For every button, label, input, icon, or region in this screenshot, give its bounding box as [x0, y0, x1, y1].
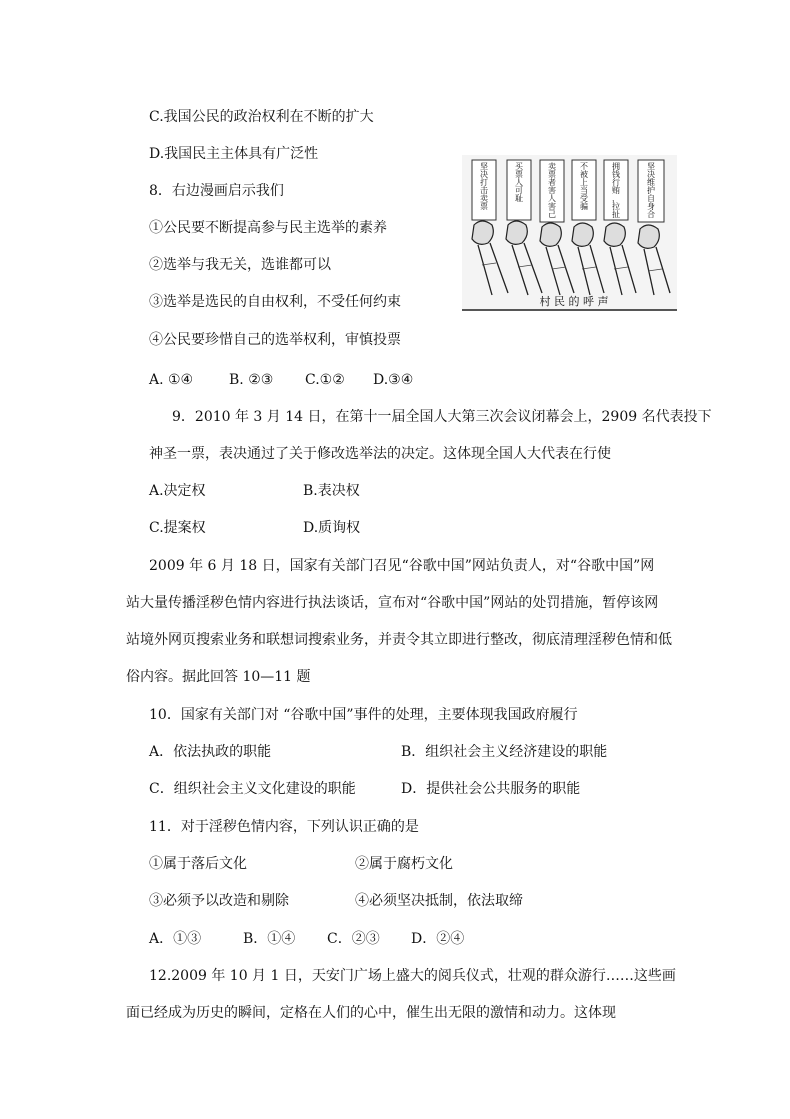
q11-item-3: ③必须予以改造和剔除 — [149, 893, 289, 909]
cartoon-caption: 村 民 的 呼 声 — [539, 295, 609, 308]
q9-stem-line-1: 9．2010 年 3 月 14 日，在第十一届全国人大第三次会议闭幕会上，2909 名代表投下 — [172, 409, 712, 425]
q8-option-c: C.①② — [305, 372, 345, 388]
q8-options — [149, 371, 413, 389]
q11-options — [149, 930, 464, 948]
q11-stem: 11．对于淫秽色情内容，下列认识正确的是 — [149, 819, 419, 835]
q10-option-a: A．依法执政的职能 — [149, 744, 272, 760]
q11-option-d: D．②④ — [411, 931, 465, 947]
q11-option-c: C．②③ — [327, 931, 380, 947]
cartoon-drawing — [462, 155, 677, 311]
q9-stem-line-2: 神圣一票，表决通过了关于修改选举法的决定。这体现全国人大代表在行使 — [149, 446, 611, 462]
q9-option-a: A.决定权 — [149, 483, 206, 499]
q10-option-c: C．组织社会主义文化建设的职能 — [149, 781, 356, 797]
q8-option-b: B. ②③ — [229, 372, 274, 388]
material-line-2: 站大量传播淫秽色情内容进行执法谈话，宣布对“谷歌中国”网站的处罚措施，暂停该网 — [126, 595, 659, 611]
banner-text-6: 坚决维护自身合 — [647, 162, 655, 219]
q9-option-d: D.质询权 — [303, 520, 361, 536]
q7-option-c: C.我国公民的政治权利在不断的扩大 — [149, 109, 374, 125]
q8-option-a: A. ①④ — [149, 372, 194, 388]
q7-option-d: D.我国民主主体具有广泛性 — [149, 146, 319, 162]
q12-stem-line-2: 面已经成为历史的瞬间，定格在人们的心中，催生出无限的激情和动力。这体现 — [126, 1005, 616, 1021]
material-line-4: 俗内容。据此回答 10—11 题 — [126, 669, 311, 685]
q11-option-b: B．①④ — [243, 931, 296, 947]
q8-item-1: ①公民要不断提高参与民主选举的素养 — [149, 220, 387, 236]
material-line-3: 站境外网页搜索业务和联想词搜索业务，并责令其立即进行整改，彻底清理淫秽色情和低 — [126, 632, 672, 648]
q10-stem: 10．国家有关部门对 “谷歌中国”事件的处理，主要体现我国政府履行 — [149, 707, 578, 723]
q8-stem: 8．右边漫画启示我们 — [149, 183, 284, 199]
q8-item-2: ②选举与我无关，选谁都可以 — [149, 257, 331, 273]
banner-text-1: 坚决打击卖票 — [480, 162, 488, 211]
banner-text-2: 买票人可耻 — [515, 162, 523, 203]
q8-item-3: ③选举是选民的自由权利，不受任何约束 — [149, 294, 401, 310]
material-line-1: 2009 年 6 月 18 日，国家有关部门召见“谷歌中国”网站负责人，对“谷歌中国”网 — [149, 558, 655, 574]
q8-item-4: ④公民要珍惜自己的选举权利，审慎投票 — [149, 332, 401, 348]
q10-option-b: B．组织社会主义经济建设的职能 — [401, 744, 608, 760]
q12-stem-line-1: 12.2009 年 10 月 1 日，天安门广场上盛大的阅兵仪式，壮观的群众游行……这些画 — [149, 968, 676, 984]
banner-text-5: 拥钱行贿，拉扯 — [612, 162, 620, 219]
q10-option-d: D．提供社会公共服务的职能 — [401, 781, 581, 797]
q11-item-4: ④必须坚决抵制，依法取缔 — [355, 893, 523, 909]
q11-item-1: ①属于落后文化 — [149, 856, 247, 872]
q8-option-d: D.③④ — [373, 372, 414, 388]
q9-option-b: B.表决权 — [303, 483, 360, 499]
banner-text-4: 不被上当受骗 — [580, 162, 588, 211]
q11-option-a: A．①③ — [149, 931, 202, 947]
banner-text-3: 卖票者害人害己 — [548, 162, 556, 219]
q11-item-2: ②属于腐朽文化 — [355, 856, 453, 872]
q9-option-c: C.提案权 — [149, 520, 206, 536]
villagers-voice-cartoon — [462, 155, 677, 311]
